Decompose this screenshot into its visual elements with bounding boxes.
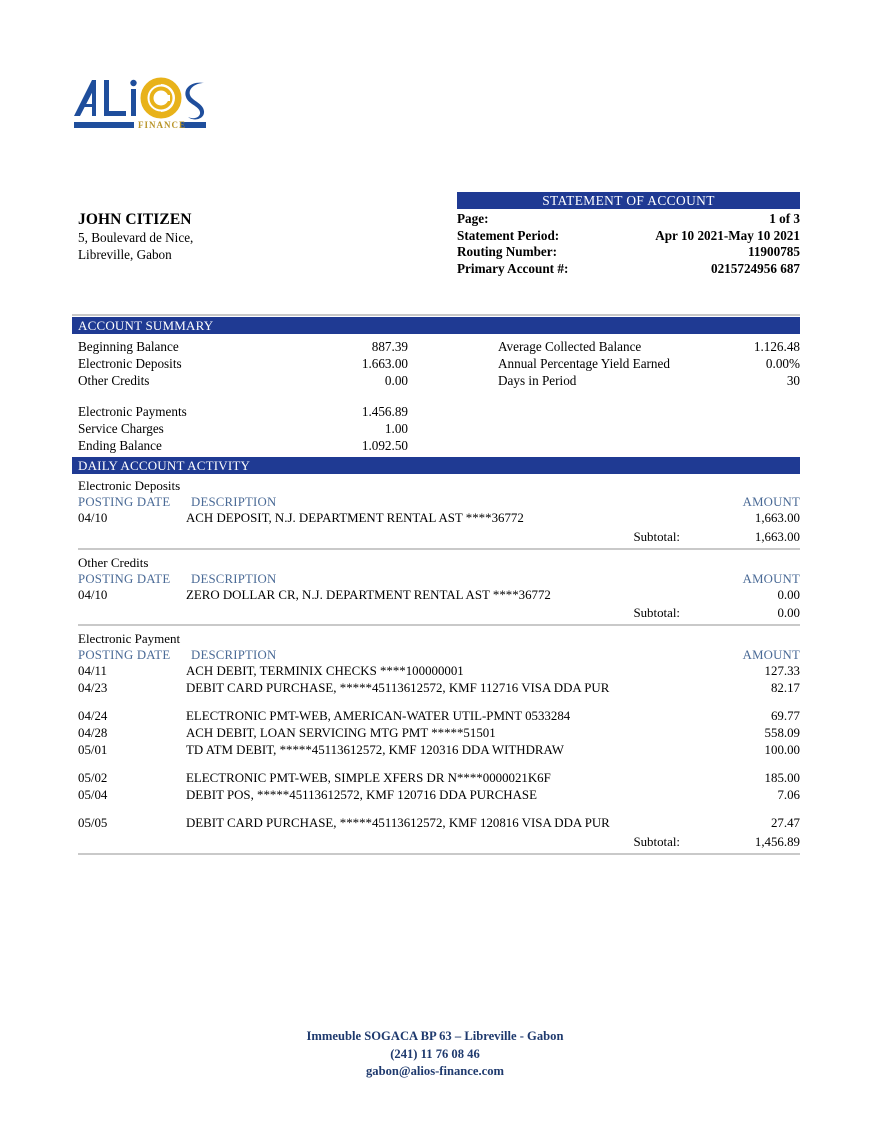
subtotal-label: Subtotal:: [633, 606, 680, 621]
statement-meta-label: Page:: [457, 211, 489, 226]
statement-meta-row: [457, 211, 800, 228]
transaction-date: 05/02: [78, 771, 108, 786]
summary-label: Electronic Deposits: [78, 356, 182, 371]
column-header-amount: AMOUNT: [742, 648, 800, 663]
statement-meta-value: 11900785: [747, 244, 800, 260]
activity-column-headers: [78, 647, 800, 663]
transaction-amount: 1,663.00: [754, 511, 800, 525]
daily-account-activity-bar: DAILY ACCOUNT ACTIVITY: [72, 457, 800, 474]
footer-phone: (241) 11 76 08 46: [390, 1046, 480, 1061]
subtotal-row: [78, 832, 800, 852]
transaction-date: 05/01: [78, 742, 108, 757]
transaction-date: 04/10: [78, 511, 108, 525]
subtotal-rule: [78, 853, 800, 855]
summary-label: Ending Balance: [78, 438, 162, 453]
column-header-description: DESCRIPTION: [191, 495, 277, 509]
subtotal-amount: 1,663.00: [754, 529, 800, 544]
transaction-amount: 185.00: [764, 771, 800, 786]
statement-meta-value: Apr 10 2021-May 10 2021: [655, 227, 800, 243]
transaction-description: ACH DEBIT, LOAN SERVICING MTG PMT *****51501: [186, 725, 496, 740]
statement-meta-label: Primary Account #:: [457, 260, 569, 276]
activity-column-headers: [78, 494, 800, 510]
customer-address-block: [78, 210, 398, 263]
transaction-amount: 7.06: [777, 787, 800, 802]
daily-account-activity-content: [78, 478, 800, 855]
activity-group-title: Other Credits: [78, 554, 149, 570]
summary-row: [78, 372, 800, 389]
transaction-row: [78, 708, 800, 725]
transaction-row: [78, 742, 800, 759]
transaction-amount: 127.33: [764, 664, 800, 679]
summary-row: [78, 403, 800, 420]
activity-column-headers: [78, 571, 800, 587]
summary-spacer: [78, 389, 800, 403]
alios-finance-logo: [68, 70, 218, 138]
transaction-description: DEBIT POS, *****45113612572, KMF 120716 DDA PURCHASE: [186, 787, 537, 802]
customer-name: JOHN CITIZEN: [78, 211, 192, 228]
transaction-spacer: [78, 758, 800, 770]
summary-row: [78, 338, 800, 355]
svg-text:FINANCE: FINANCE: [138, 120, 187, 130]
summary-value: 1.126.48: [753, 339, 800, 354]
transaction-description: ZERO DOLLAR CR, N.J. DEPARTMENT RENTAL AST ****36772: [186, 587, 551, 602]
summary-row: [78, 355, 800, 372]
transaction-row: [78, 663, 800, 680]
summary-value: 30: [786, 373, 800, 388]
statement-meta-label: Statement Period:: [457, 227, 560, 243]
transaction-row: [78, 725, 800, 742]
activity-group-title: Electronic Payment: [78, 631, 181, 647]
transaction-date: 04/28: [78, 725, 108, 740]
footer-address: Immeuble SOGACA BP 63 – Libreville - Gabon: [306, 1029, 564, 1043]
transaction-description: DEBIT CARD PURCHASE, *****45113612572, KMF 112716 VISA DDA PUR: [186, 680, 610, 695]
statement-meta-row: [457, 244, 800, 261]
statement-meta-value: 1 of 3: [769, 211, 800, 226]
summary-label: Annual Percentage Yield Earned: [498, 356, 670, 371]
summary-label: Days in Period: [498, 373, 577, 388]
summary-value: 1.00: [384, 421, 408, 436]
transaction-amount: 82.17: [770, 680, 800, 695]
transaction-amount: 558.09: [764, 725, 800, 740]
transaction-row: [78, 770, 800, 787]
column-header-amount: AMOUNT: [742, 495, 800, 509]
statement-title: STATEMENT OF ACCOUNT: [457, 192, 800, 209]
summary-label: Average Collected Balance: [498, 339, 642, 354]
subtotal-label: Subtotal:: [633, 529, 680, 544]
subtotal-label: Subtotal:: [633, 834, 680, 849]
transaction-date: 04/10: [78, 587, 108, 602]
transaction-row: [78, 680, 800, 697]
customer-address-line-1: 5, Boulevard de Nice,: [78, 230, 194, 245]
summary-value: 0.00%: [765, 356, 800, 371]
transaction-description: ACH DEPOSIT, N.J. DEPARTMENT RENTAL AST ****36772: [186, 511, 524, 525]
column-header-posting-date: POSTING DATE: [78, 648, 171, 663]
summary-value: 1.663.00: [361, 356, 408, 371]
transaction-amount: 100.00: [764, 742, 800, 757]
summary-label: Beginning Balance: [78, 339, 179, 354]
footer-email: gabon@alios-finance.com: [365, 1064, 504, 1078]
column-header-description: DESCRIPTION: [191, 571, 277, 586]
transaction-spacer: [78, 803, 800, 815]
transaction-description: TD ATM DEBIT, *****45113612572, KMF 120316 DDA WITHDRAW: [186, 742, 564, 757]
subtotal-amount: 0.00: [777, 606, 800, 621]
activity-group-title: Electronic Deposits: [78, 478, 181, 493]
column-header-posting-date: POSTING DATE: [78, 571, 171, 586]
summary-label: Electronic Payments: [78, 404, 187, 419]
summary-label: Service Charges: [78, 421, 164, 436]
summary-value: 1.456.89: [361, 404, 408, 419]
transaction-row: [78, 787, 800, 804]
summary-value: 0.00: [384, 373, 408, 388]
summary-top-rule: [72, 314, 800, 316]
column-header-posting-date: POSTING DATE: [78, 495, 171, 509]
statement-meta-value: 0215724956 687: [710, 260, 800, 276]
subtotal-row: [78, 527, 800, 547]
page-footer: [0, 1028, 870, 1081]
summary-value: 887.39: [371, 339, 408, 354]
summary-label: Other Credits: [78, 373, 150, 388]
transaction-row: [78, 510, 800, 527]
transaction-row: [78, 815, 800, 832]
transaction-description: ELECTRONIC PMT-WEB, AMERICAN-WATER UTIL-PMNT 0533284: [186, 709, 571, 724]
transaction-description: ACH DEBIT, TERMINIX CHECKS ****100000001: [186, 664, 464, 679]
column-header-description: DESCRIPTION: [191, 648, 277, 663]
statement-meta-row: [457, 228, 800, 245]
transaction-date: 05/04: [78, 787, 108, 802]
transaction-date: 04/24: [78, 709, 108, 724]
column-header-amount: AMOUNT: [742, 571, 800, 586]
statement-header-box: [457, 192, 800, 277]
transaction-description: ELECTRONIC PMT-WEB, SIMPLE XFERS DR N****0000021K6F: [186, 771, 551, 786]
statement-meta-row: [457, 261, 800, 278]
summary-row: [78, 420, 800, 437]
transaction-description: DEBIT CARD PURCHASE, *****45113612572, KMF 120816 VISA DDA PUR: [186, 816, 610, 831]
customer-address-line-2: Libreville, Gabon: [78, 246, 172, 262]
transaction-amount: 69.77: [770, 709, 800, 724]
statement-meta-label: Routing Number:: [457, 244, 558, 260]
transaction-date: 04/23: [78, 680, 108, 695]
account-summary-content: [78, 338, 800, 454]
subtotal-row: [78, 603, 800, 623]
transaction-amount: 27.47: [770, 816, 800, 831]
transaction-row: [78, 587, 800, 604]
account-summary-bar: ACCOUNT SUMMARY: [72, 317, 800, 334]
transaction-spacer: [78, 696, 800, 708]
transaction-date: 04/11: [78, 664, 107, 679]
summary-row: [78, 437, 800, 454]
transaction-amount: 0.00: [777, 587, 800, 602]
transaction-date: 05/05: [78, 816, 108, 831]
subtotal-amount: 1,456.89: [754, 834, 800, 849]
statement-meta-rows: [457, 209, 800, 277]
summary-value: 1.092.50: [361, 438, 408, 453]
